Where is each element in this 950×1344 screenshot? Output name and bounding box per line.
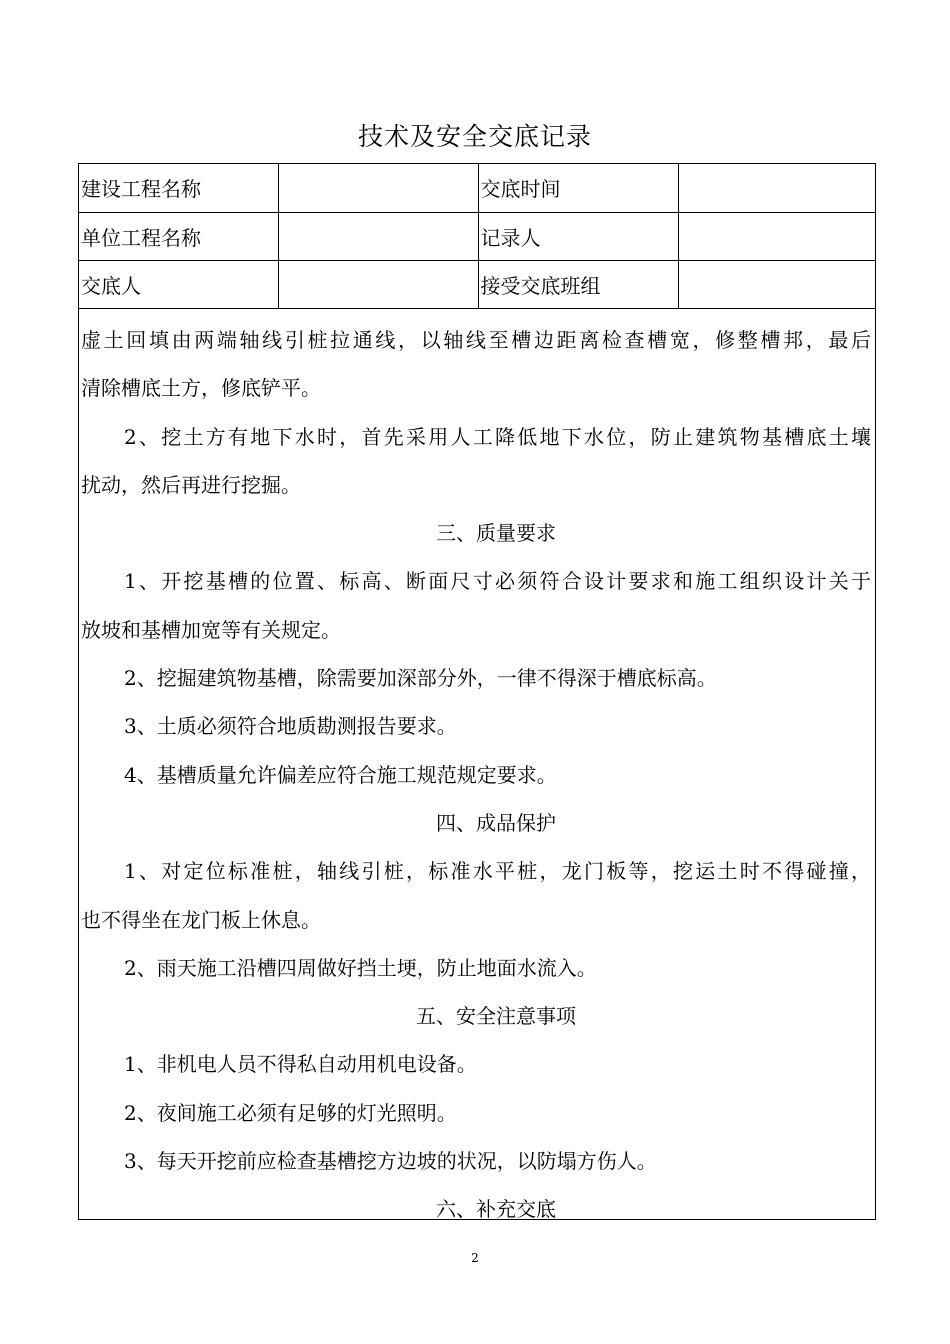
page-number: 2 <box>471 1251 479 1265</box>
content-line: 3、土质必须符合地质勘测报告要求。 <box>124 714 457 739</box>
section-heading-supplement: 六、补充交底 <box>436 1197 556 1222</box>
content-line: 2、挖掘建筑物基槽，除需要加深部分外，一律不得深于槽底标高。 <box>124 666 717 691</box>
content-line: 2、挖土方有地下水时，首先采用人工降低地下水位，防止建筑物基槽底土壤 <box>124 424 871 449</box>
content-line: 放坡和基槽加宽等有关规定。 <box>81 617 341 642</box>
value-briefing-time[interactable] <box>678 164 875 212</box>
content-line: 3、每天开挖前应检查基槽挖方边坡的状况，以防塌方伤人。 <box>124 1149 657 1174</box>
content-line: 4、基槽质量允许偏差应符合施工规范规定要求。 <box>124 762 557 787</box>
label-project-name: 建设工程名称 <box>79 164 278 212</box>
record-form <box>78 163 876 1220</box>
section-heading-quality: 三、质量要求 <box>436 521 556 546</box>
content-line: 虚土回填由两端轴线引桩拉通线，以轴线至槽边距离检查槽宽，修整槽邦，最后 <box>81 328 871 352</box>
header-row-briefer <box>79 260 875 308</box>
value-project-name[interactable] <box>278 164 478 212</box>
header-table <box>79 164 875 309</box>
content-line: 2、雨天施工沿槽四周做好挡土埂，防止地面水流入。 <box>124 955 597 980</box>
label-recorder: 记录人 <box>478 212 678 260</box>
header-row-unit <box>79 212 875 260</box>
value-receiving-team[interactable] <box>678 260 875 308</box>
label-briefing-time: 交底时间 <box>478 164 678 212</box>
document-title: 技术及安全交底记录 <box>357 122 592 151</box>
content-line: 1、对定位标准桩，轴线引桩，标准水平桩，龙门板等，挖运土时不得碰撞， <box>124 859 871 884</box>
section-heading-protection: 四、成品保护 <box>436 810 556 835</box>
content-line: 2、夜间施工必须有足够的灯光照明。 <box>124 1100 457 1125</box>
content-line: 也不得坐在龙门板上休息。 <box>81 907 321 932</box>
value-unit-name[interactable] <box>278 212 478 260</box>
content-line: 1、开挖基槽的位置、标高、断面尺寸必须符合设计要求和施工组织设计关于 <box>124 569 871 594</box>
label-briefer: 交底人 <box>79 260 278 308</box>
value-recorder[interactable] <box>678 212 875 260</box>
value-briefer[interactable] <box>278 260 478 308</box>
content-line: 1、非机电人员不得私自动用机电设备。 <box>124 1052 477 1077</box>
label-receiving-team: 接受交底班组 <box>478 260 678 308</box>
content-line: 清除槽底土方，修底铲平。 <box>81 376 321 401</box>
section-heading-safety: 五、安全注意事项 <box>416 1004 576 1029</box>
header-row-project <box>79 164 875 212</box>
briefing-content <box>81 316 871 1234</box>
content-line: 扰动，然后再进行挖掘。 <box>81 472 301 497</box>
label-unit-name: 单位工程名称 <box>79 212 278 260</box>
